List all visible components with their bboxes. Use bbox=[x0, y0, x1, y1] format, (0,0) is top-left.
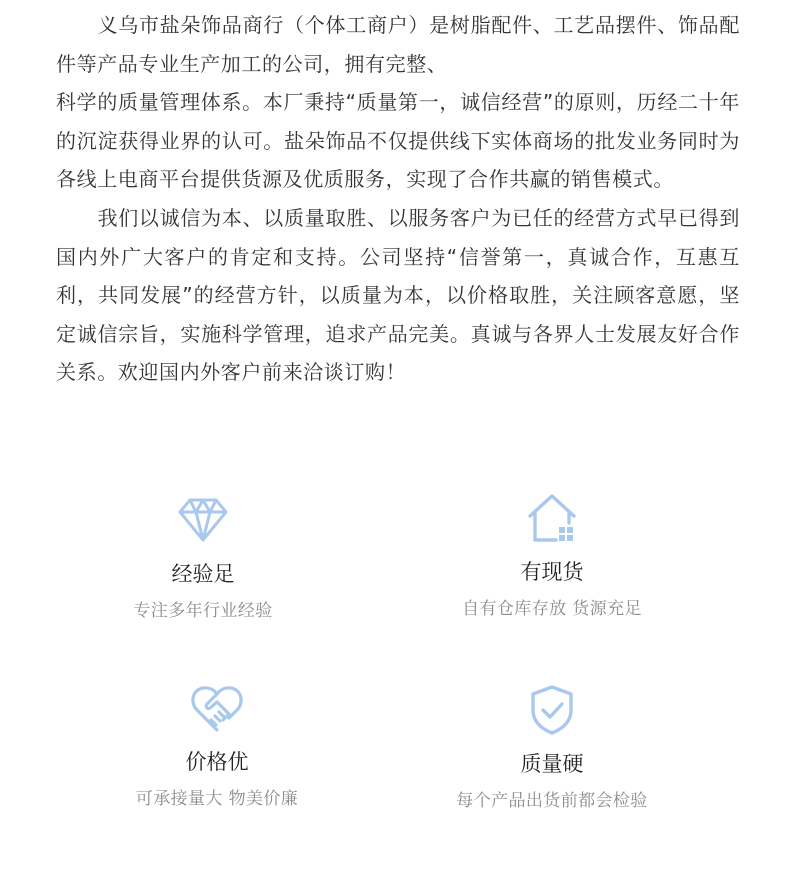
feature-description: 每个产品出货前都会检验 bbox=[456, 791, 648, 811]
company-intro bbox=[56, 6, 740, 392]
feature-description: 自有仓库存放 货源充足 bbox=[462, 599, 642, 619]
feature-title: 有现货 bbox=[520, 560, 584, 584]
feature-description: 专注多年行业经验 bbox=[133, 601, 273, 621]
handshake-heart-icon bbox=[189, 680, 245, 736]
feature-description: 可承接量大 物美价廉 bbox=[135, 789, 299, 809]
intro-paragraph-1: 义乌市盐朵饰品商行（个体工商户）是树脂配件、工艺品摆件、饰品配件等产品专业生产加工的公司，拥有完整、 科学的质量管理体系。本厂秉持“质量第一，诚信经营”的原则，历经二十年的沉淀获得业界的认可。盐朵饰品不仅提供线下实体商场的批发业务同时为各线上电商平台提供货源及优质服务，实现了合作共赢的销售模式。 bbox=[56, 13, 740, 192]
intro-paragraph-2: 我们以诚信为本、以质量取胜、以服务客户为已任的经营方式早已得到国内外广大客户的肯定和支持。公司坚持“信誉第一，真诚合作，互惠互利，共同发展”的经营方针，以质量为本，以价格取胜，关注顾客意愿，坚定诚信宗旨，实施科学管理，追求产品完美。真诚与各界人士发展友好合作关系。欢迎国内外客户前来洽谈订购！ bbox=[56, 205, 740, 385]
feature-title: 经验足 bbox=[171, 562, 235, 586]
feature-in-stock bbox=[402, 490, 702, 621]
shield-check-icon bbox=[524, 682, 580, 738]
feature-experience bbox=[53, 492, 353, 623]
feature-quality bbox=[402, 682, 702, 813]
house-icon bbox=[524, 490, 580, 546]
feature-title: 质量硬 bbox=[520, 752, 584, 776]
diamond-icon bbox=[175, 492, 231, 548]
feature-price bbox=[67, 680, 367, 811]
feature-title: 价格优 bbox=[185, 750, 249, 774]
